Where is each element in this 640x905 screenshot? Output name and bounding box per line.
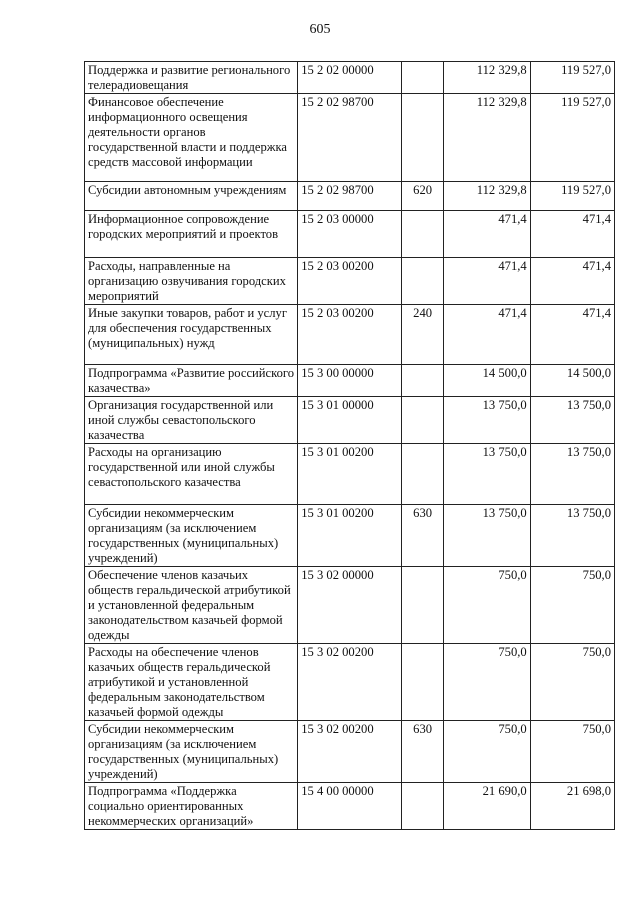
row-name: Расходы, направленные на организацию озвучивания городских мероприятий <box>85 258 298 305</box>
row-amount-year-1: 13 750,0 <box>444 505 530 567</box>
row-amount-year-1: 21 690,0 <box>444 783 530 830</box>
table-row <box>85 444 615 505</box>
row-code: 15 3 01 00000 <box>298 397 402 444</box>
row-expense-type <box>401 94 444 182</box>
row-amount-year-2: 21 698,0 <box>530 783 614 830</box>
row-amount-year-1: 14 500,0 <box>444 365 530 397</box>
row-expense-type <box>401 644 444 721</box>
row-amount-year-1: 750,0 <box>444 644 530 721</box>
row-expense-type <box>401 365 444 397</box>
row-code: 15 2 03 00200 <box>298 258 402 305</box>
row-expense-type <box>401 567 444 644</box>
table-row <box>85 505 615 567</box>
row-code: 15 3 00 00000 <box>298 365 402 397</box>
row-name: Иные закупки товаров, работ и услуг для обеспечения государственных (муниципальных) нужд <box>85 305 298 365</box>
row-amount-year-2: 750,0 <box>530 721 614 783</box>
row-expense-type <box>401 397 444 444</box>
row-expense-type: 620 <box>401 182 444 211</box>
row-code: 15 2 03 00200 <box>298 305 402 365</box>
table-row <box>85 258 615 305</box>
row-amount-year-2: 119 527,0 <box>530 94 614 182</box>
table-row <box>85 721 615 783</box>
row-code: 15 2 02 00000 <box>298 62 402 94</box>
row-expense-type <box>401 444 444 505</box>
table-row <box>85 305 615 365</box>
row-name: Субсидии автономным учреждениям <box>85 182 298 211</box>
table-row <box>85 211 615 258</box>
row-name: Подпрограмма «Развитие российского казачества» <box>85 365 298 397</box>
row-amount-year-1: 471,4 <box>444 258 530 305</box>
row-code: 15 3 02 00000 <box>298 567 402 644</box>
row-code: 15 3 01 00200 <box>298 505 402 567</box>
row-amount-year-1: 750,0 <box>444 567 530 644</box>
row-amount-year-2: 471,4 <box>530 258 614 305</box>
row-amount-year-2: 750,0 <box>530 567 614 644</box>
row-amount-year-1: 112 329,8 <box>444 62 530 94</box>
row-name: Субсидии некоммерческим организациям (за исключением государственных (муниципальных) учреждений) <box>85 505 298 567</box>
budget-table-body <box>85 62 615 830</box>
table-row <box>85 644 615 721</box>
row-amount-year-1: 471,4 <box>444 211 530 258</box>
row-amount-year-2: 14 500,0 <box>530 365 614 397</box>
row-name: Поддержка и развитие регионального телерадиовещания <box>85 62 298 94</box>
row-name: Подпрограмма «Поддержка социально ориентированных некоммерческих организаций» <box>85 783 298 830</box>
row-code: 15 2 03 00000 <box>298 211 402 258</box>
row-expense-type <box>401 211 444 258</box>
row-amount-year-1: 13 750,0 <box>444 444 530 505</box>
table-row <box>85 62 615 94</box>
row-name: Информационное сопровождение городских мероприятий и проектов <box>85 211 298 258</box>
table-row <box>85 567 615 644</box>
row-expense-type: 240 <box>401 305 444 365</box>
row-amount-year-2: 13 750,0 <box>530 444 614 505</box>
row-expense-type <box>401 62 444 94</box>
row-code: 15 3 02 00200 <box>298 721 402 783</box>
row-amount-year-1: 750,0 <box>444 721 530 783</box>
row-expense-type: 630 <box>401 505 444 567</box>
row-amount-year-1: 13 750,0 <box>444 397 530 444</box>
row-amount-year-1: 112 329,8 <box>444 182 530 211</box>
table-row <box>85 94 615 182</box>
row-name: Расходы на организацию государственной или иной службы севастопольского казачества <box>85 444 298 505</box>
row-name: Финансовое обеспечение информационного освещения деятельности органов государственной власти и поддержка средств массовой информации <box>85 94 298 182</box>
row-amount-year-2: 750,0 <box>530 644 614 721</box>
row-amount-year-2: 119 527,0 <box>530 62 614 94</box>
row-name: Расходы на обеспечение членов казачьих обществ геральдической атрибутикой и установленной федеральным законодательством казачьей формой одежды <box>85 644 298 721</box>
row-code: 15 4 00 00000 <box>298 783 402 830</box>
table-row <box>85 397 615 444</box>
row-expense-type <box>401 783 444 830</box>
row-expense-type <box>401 258 444 305</box>
row-amount-year-1: 112 329,8 <box>444 94 530 182</box>
row-amount-year-2: 13 750,0 <box>530 505 614 567</box>
row-code: 15 2 02 98700 <box>298 182 402 211</box>
page-number: 605 <box>309 22 331 37</box>
row-code: 15 2 02 98700 <box>298 94 402 182</box>
row-code: 15 3 01 00200 <box>298 444 402 505</box>
row-name: Организация государственной или иной службы севастопольского казачества <box>85 397 298 444</box>
row-name: Обеспечение членов казачьих обществ геральдической атрибутикой и установленной федеральным законодательством казачьей формой одежды <box>85 567 298 644</box>
row-code: 15 3 02 00200 <box>298 644 402 721</box>
row-expense-type: 630 <box>401 721 444 783</box>
row-amount-year-2: 471,4 <box>530 211 614 258</box>
budget-table <box>84 61 615 830</box>
row-amount-year-1: 471,4 <box>444 305 530 365</box>
row-amount-year-2: 13 750,0 <box>530 397 614 444</box>
table-row <box>85 365 615 397</box>
table-row <box>85 182 615 211</box>
row-name: Субсидии некоммерческим организациям (за исключением государственных (муниципальных) учреждений) <box>85 721 298 783</box>
row-amount-year-2: 119 527,0 <box>530 182 614 211</box>
row-amount-year-2: 471,4 <box>530 305 614 365</box>
table-row <box>85 783 615 830</box>
